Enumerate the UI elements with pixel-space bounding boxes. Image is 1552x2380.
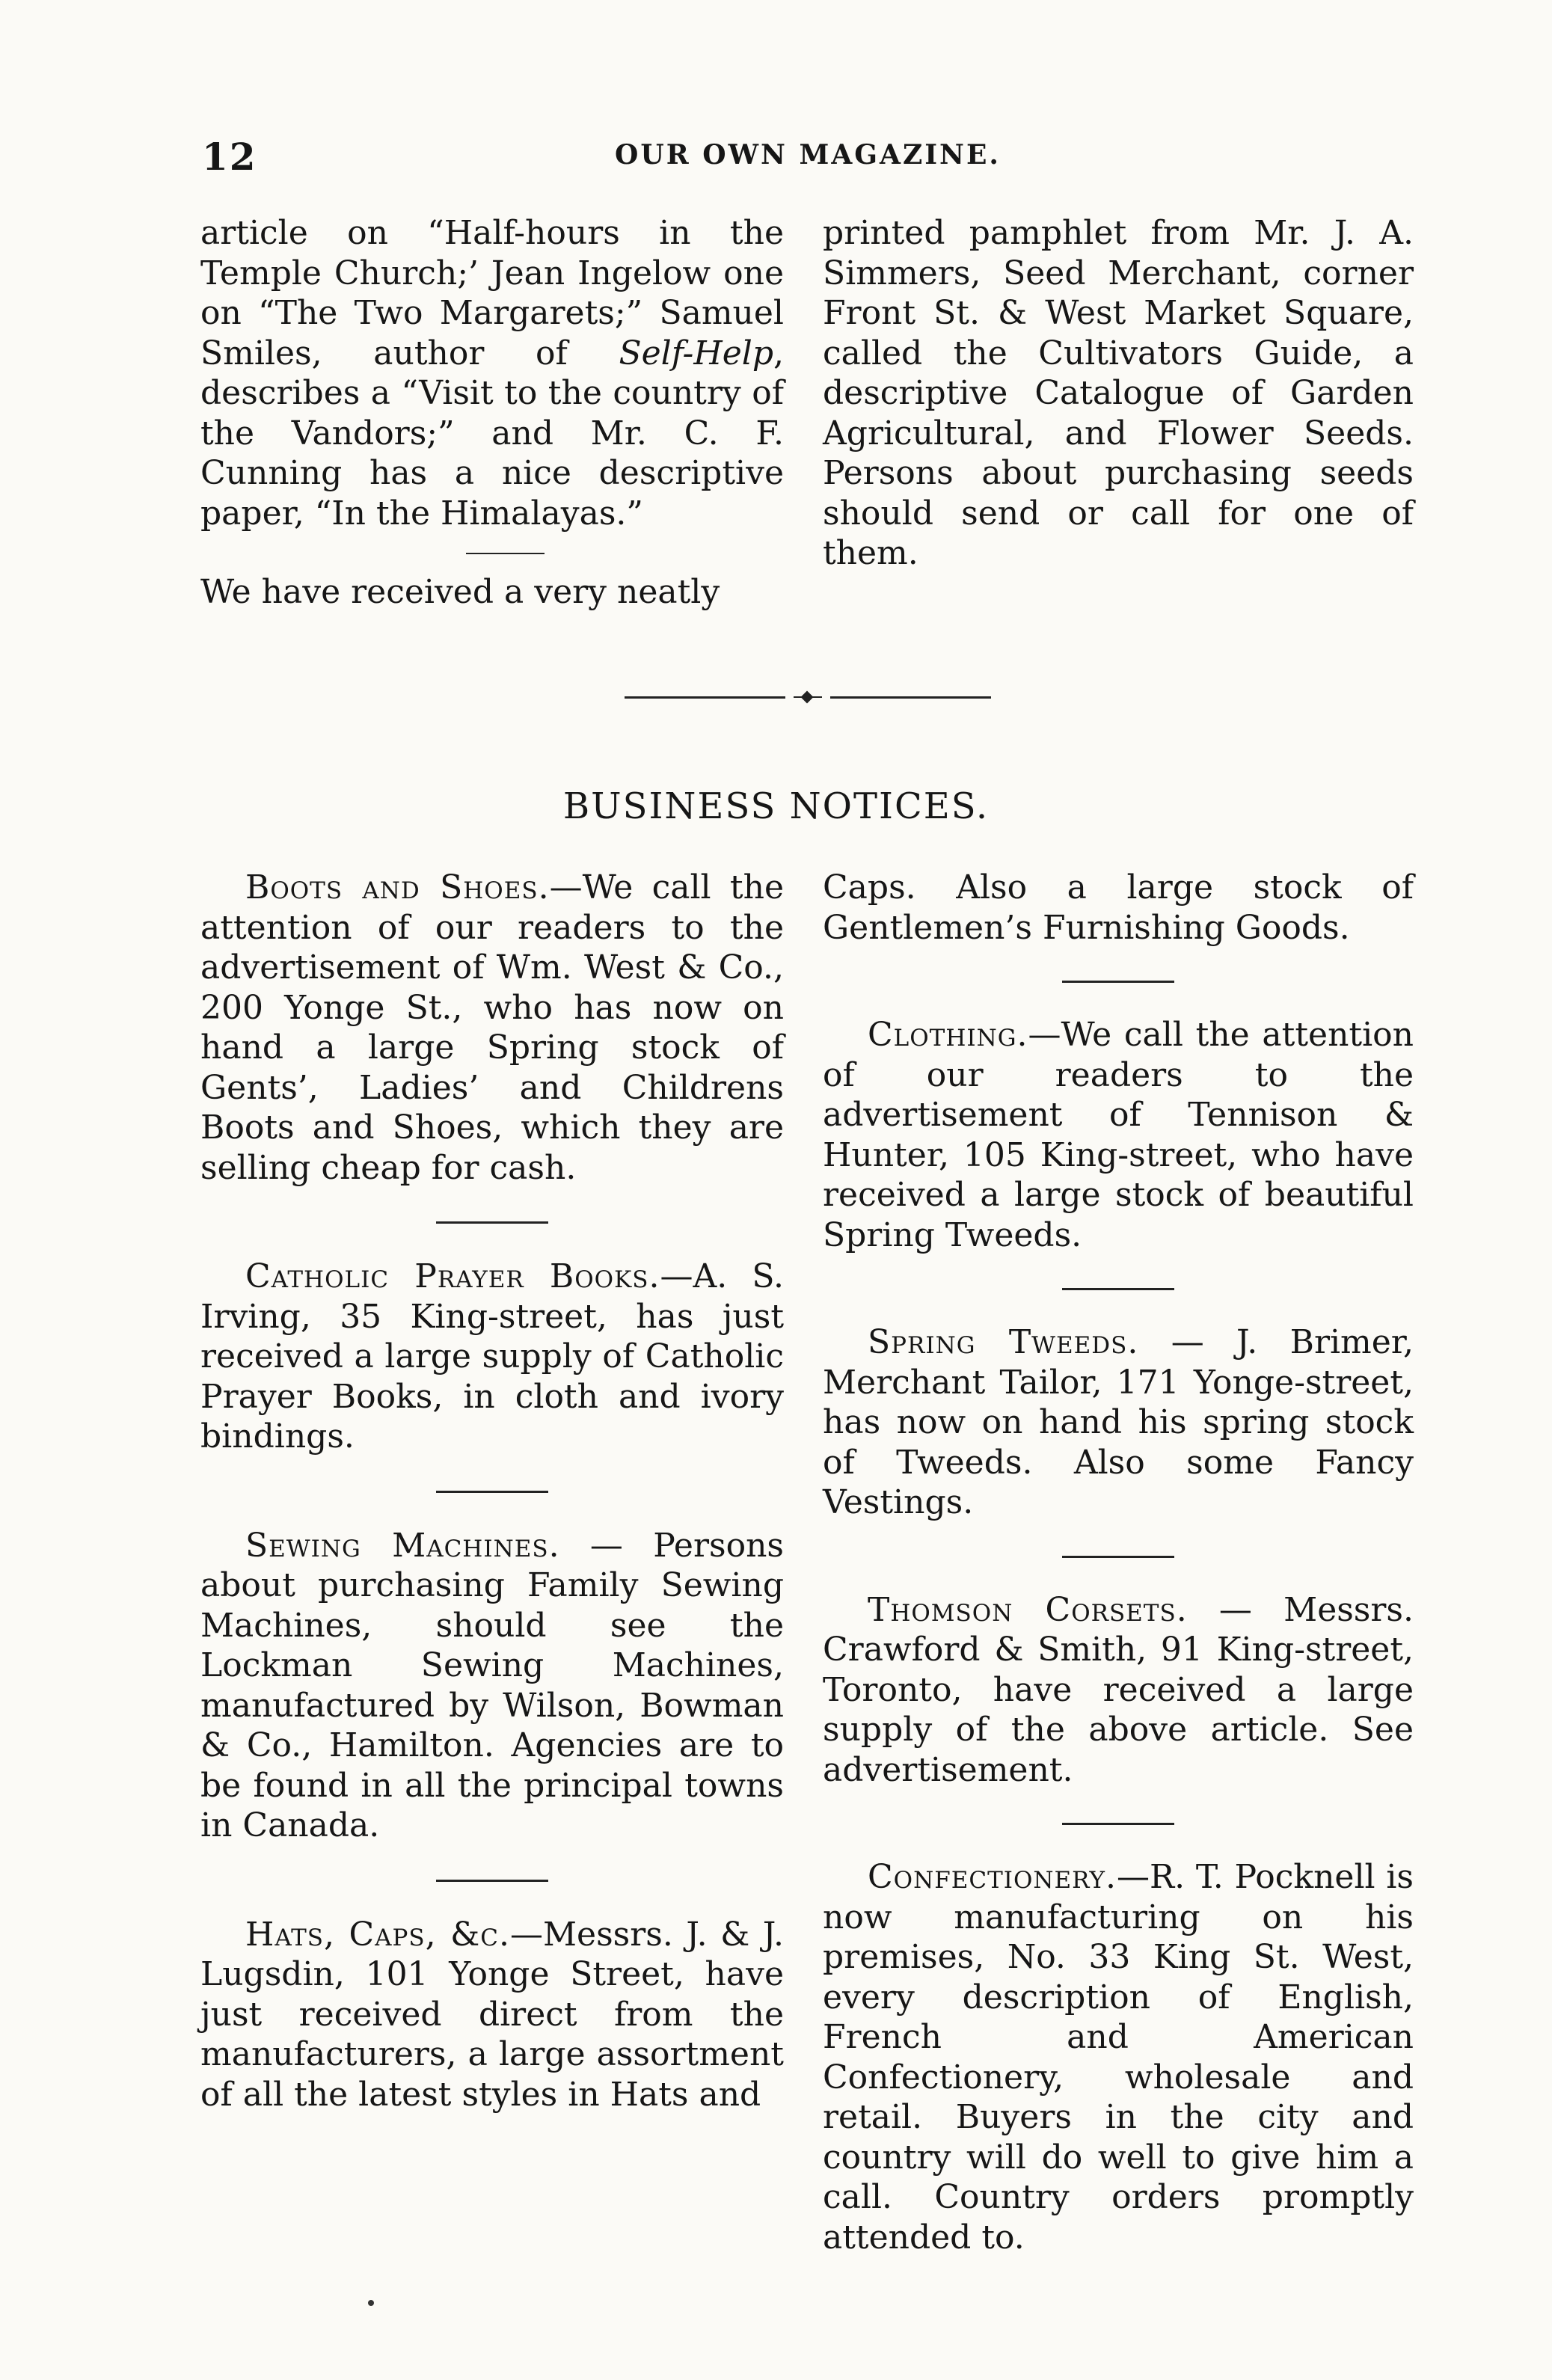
book-title-self-help: Self-Help	[619, 334, 773, 372]
notices-left-column	[200, 868, 784, 2114]
notices-right-column	[823, 868, 1414, 2257]
notice-spring-tweeds	[823, 1322, 1414, 1523]
paragraph-text: article on “Half-hours in the Temple Church;’ Jean Ingelow one on “The Two Margarets;” Samuel Smiles, author of	[200, 214, 784, 372]
notice-heading: Spring Tweeds.	[868, 1323, 1139, 1361]
notice-body: —R. T. Pocknell is now manufacturing on his premises, No. 33 King St. West, every description of English, French and American Confectionery, wholesale and retail. Buyers in the city and country will do well to give him a call. Country orders promptly attended to.	[823, 1858, 1414, 2257]
upper-right-paragraph-1: printed pamphlet from Mr. J. A. Simmers, Seed Merchant, corner Front St. & West Market Square, called the Cultivators Guide, a descriptive Catalogue of Garden Agricultural, and Flower Seeds. Persons about purchasing seeds should send or call for one of them.	[823, 214, 1414, 572]
notice-body: —We call the attention of our readers to the advertisement of Tennison & Hunter, 105 King-street, who have received a large stock of beautiful Spring Tweeds.	[823, 1016, 1414, 1254]
upper-left-paragraph-1	[200, 213, 784, 533]
notice-divider	[1062, 1556, 1174, 1558]
notice-heading: Hats, Caps, &c.	[245, 1915, 510, 1954]
notice-continuation: Caps. Also a large stock of Gentlemen’s Furnishing Goods.	[823, 868, 1414, 947]
notice-thomson-corsets	[823, 1590, 1414, 1791]
notice-confectionery	[823, 1857, 1414, 2257]
notice-clothing	[823, 1015, 1414, 1255]
notice-heading: Catholic Prayer Books.	[245, 1257, 660, 1295]
notice-heading: Clothing.	[868, 1016, 1028, 1054]
ornament-line-left	[625, 696, 785, 699]
running-head	[202, 135, 1414, 187]
notice-divider	[436, 1221, 548, 1224]
section-ornament	[625, 692, 991, 702]
paragraph-text: , describes a “Visit to the country of the Vandors;” and Mr. C. F. Cunning has a nice descriptive paper, “In the Himalayas.”	[200, 334, 784, 533]
notice-divider	[1062, 1823, 1174, 1825]
notice-body: — Persons about purchasing Family Sewing Machines, should see the Lockman Sewing Machines, manufactured by Wilson, Bowman & Co., Hamilton. Agencies are to be found in all the principal towns in Canada.	[200, 1526, 784, 1844]
notice-body: —A. S. Irving, 35 King-street, has just received a large supply of Catholic Prayer Books, in cloth and ivory bindings.	[200, 1257, 784, 1456]
notice-boots-and-shoes	[200, 868, 784, 1188]
ornament-diamond	[794, 692, 822, 702]
notice-body: — J. Brimer, Merchant Tailor, 171 Yonge-street, has now on hand his spring stock of Tweeds. Also some Fancy Vestings.	[823, 1323, 1414, 1521]
notice-divider	[436, 1491, 548, 1493]
notice-heading: Thomson Corsets.	[868, 1590, 1188, 1629]
section-title: BUSINESS NOTICES.	[562, 785, 990, 827]
short-divider	[466, 553, 545, 554]
notice-heading: Sewing Machines.	[245, 1526, 560, 1565]
notice-body: —We call the attention of our readers to the advertisement of Wm. West & Co., 200 Yonge St., who has now on hand a large Spring stock of Gents’, Ladies’ and Childrens Boots and Shoes, which they are selling cheap for cash.	[200, 868, 784, 1187]
notice-body: — Messrs. Crawford & Smith, 91 King-street, Toronto, have received a large supply of the above article. See advertisement.	[823, 1590, 1414, 1789]
upper-right-column	[823, 213, 1414, 574]
notice-hats-caps	[200, 1915, 784, 2115]
page-number: 12	[202, 135, 257, 179]
notice-body: —Messrs. J. & J. Lugsdin, 101 Yonge Street, have just received direct from the manufacturers, a large assortment of all the latest styles in Hats and	[200, 1915, 784, 2114]
notice-divider	[436, 1880, 548, 1882]
notice-sewing-machines	[200, 1526, 784, 1846]
notice-catholic-prayer-books	[200, 1257, 784, 1457]
ornament-line-right	[830, 696, 991, 699]
notice-heading: Confectionery.	[868, 1858, 1117, 1896]
notice-heading: Boots and Shoes.	[245, 868, 550, 907]
upper-left-column	[200, 213, 784, 613]
notice-divider	[1062, 1288, 1174, 1290]
upper-left-paragraph-2: We have received a very neatly	[200, 573, 720, 611]
notice-divider	[1062, 981, 1174, 983]
magazine-title: OUR OWN MAGAZINE.	[615, 139, 1001, 171]
print-speck	[368, 2300, 374, 2306]
